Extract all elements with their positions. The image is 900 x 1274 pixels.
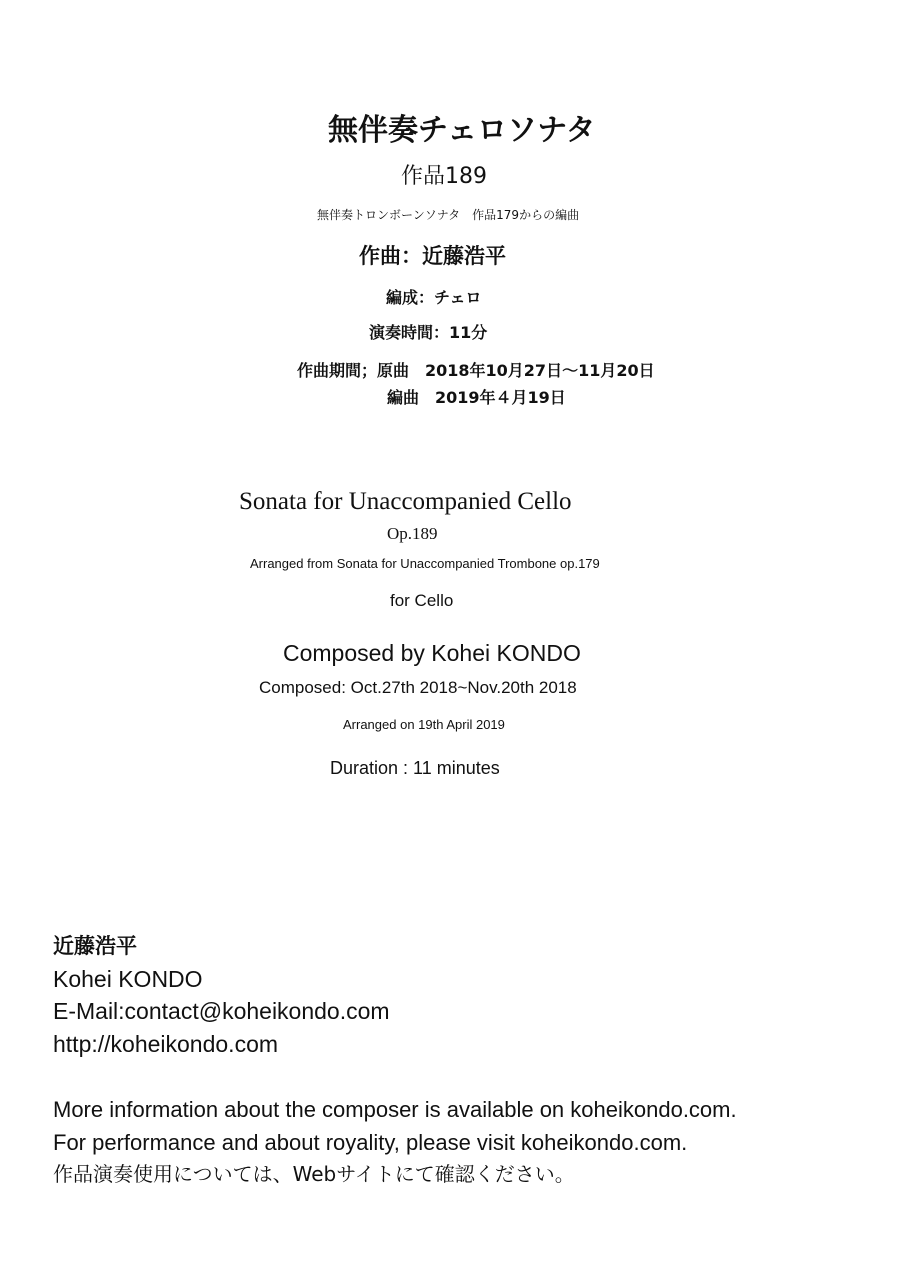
english-arranged-date: Arranged on 19th April 2019 xyxy=(343,717,505,732)
contact-email[interactable]: E-Mail:contact@koheikondo.com xyxy=(53,998,390,1024)
english-opus: Op.189 xyxy=(387,524,438,543)
contact-website-link[interactable]: http://koheikondo.com xyxy=(53,1031,279,1057)
japanese-opus: 作品189 xyxy=(401,164,487,189)
english-title: Sonata for Unaccompanied Cello xyxy=(239,488,572,515)
info-line-1: More information about the composer is available on koheikondo.com. xyxy=(53,1097,737,1122)
english-arrangement-note: Arranged from Sonata for Unaccompanied Trombone op.179 xyxy=(250,556,600,571)
japanese-arranged-line: 編曲 2019年４月19日 xyxy=(387,388,566,407)
english-instrumentation: for Cello xyxy=(390,591,454,610)
japanese-duration: 演奏時間：11分 xyxy=(369,323,488,342)
japanese-period-line: 作曲期間；原曲 2018年10月27日〜11月20日 xyxy=(297,361,655,380)
contact-name-jp: 近藤浩平 xyxy=(53,934,137,958)
english-composed-dates: Composed: Oct.27th 2018~Nov.20th 2018 xyxy=(259,678,577,697)
japanese-composer-line: 作曲：近藤浩平 xyxy=(359,244,506,268)
japanese-arrangement-note: 無伴奏トロンボーンソナタ 作品179からの編曲 xyxy=(317,208,580,222)
english-composer: Composed by Kohei KONDO xyxy=(283,640,581,666)
contact-name-en: Kohei KONDO xyxy=(53,966,203,992)
japanese-instrumentation: 編成：チェロ xyxy=(386,288,482,307)
japanese-title: 無伴奏チェロソナタ xyxy=(328,113,596,148)
english-duration: Duration : 11 minutes xyxy=(330,758,500,778)
info-line-2: For performance and about royality, please visit koheikondo.com. xyxy=(53,1130,688,1155)
info-line-3: 作品演奏使用については、Webサイトにて確認ください。 xyxy=(53,1162,575,1186)
